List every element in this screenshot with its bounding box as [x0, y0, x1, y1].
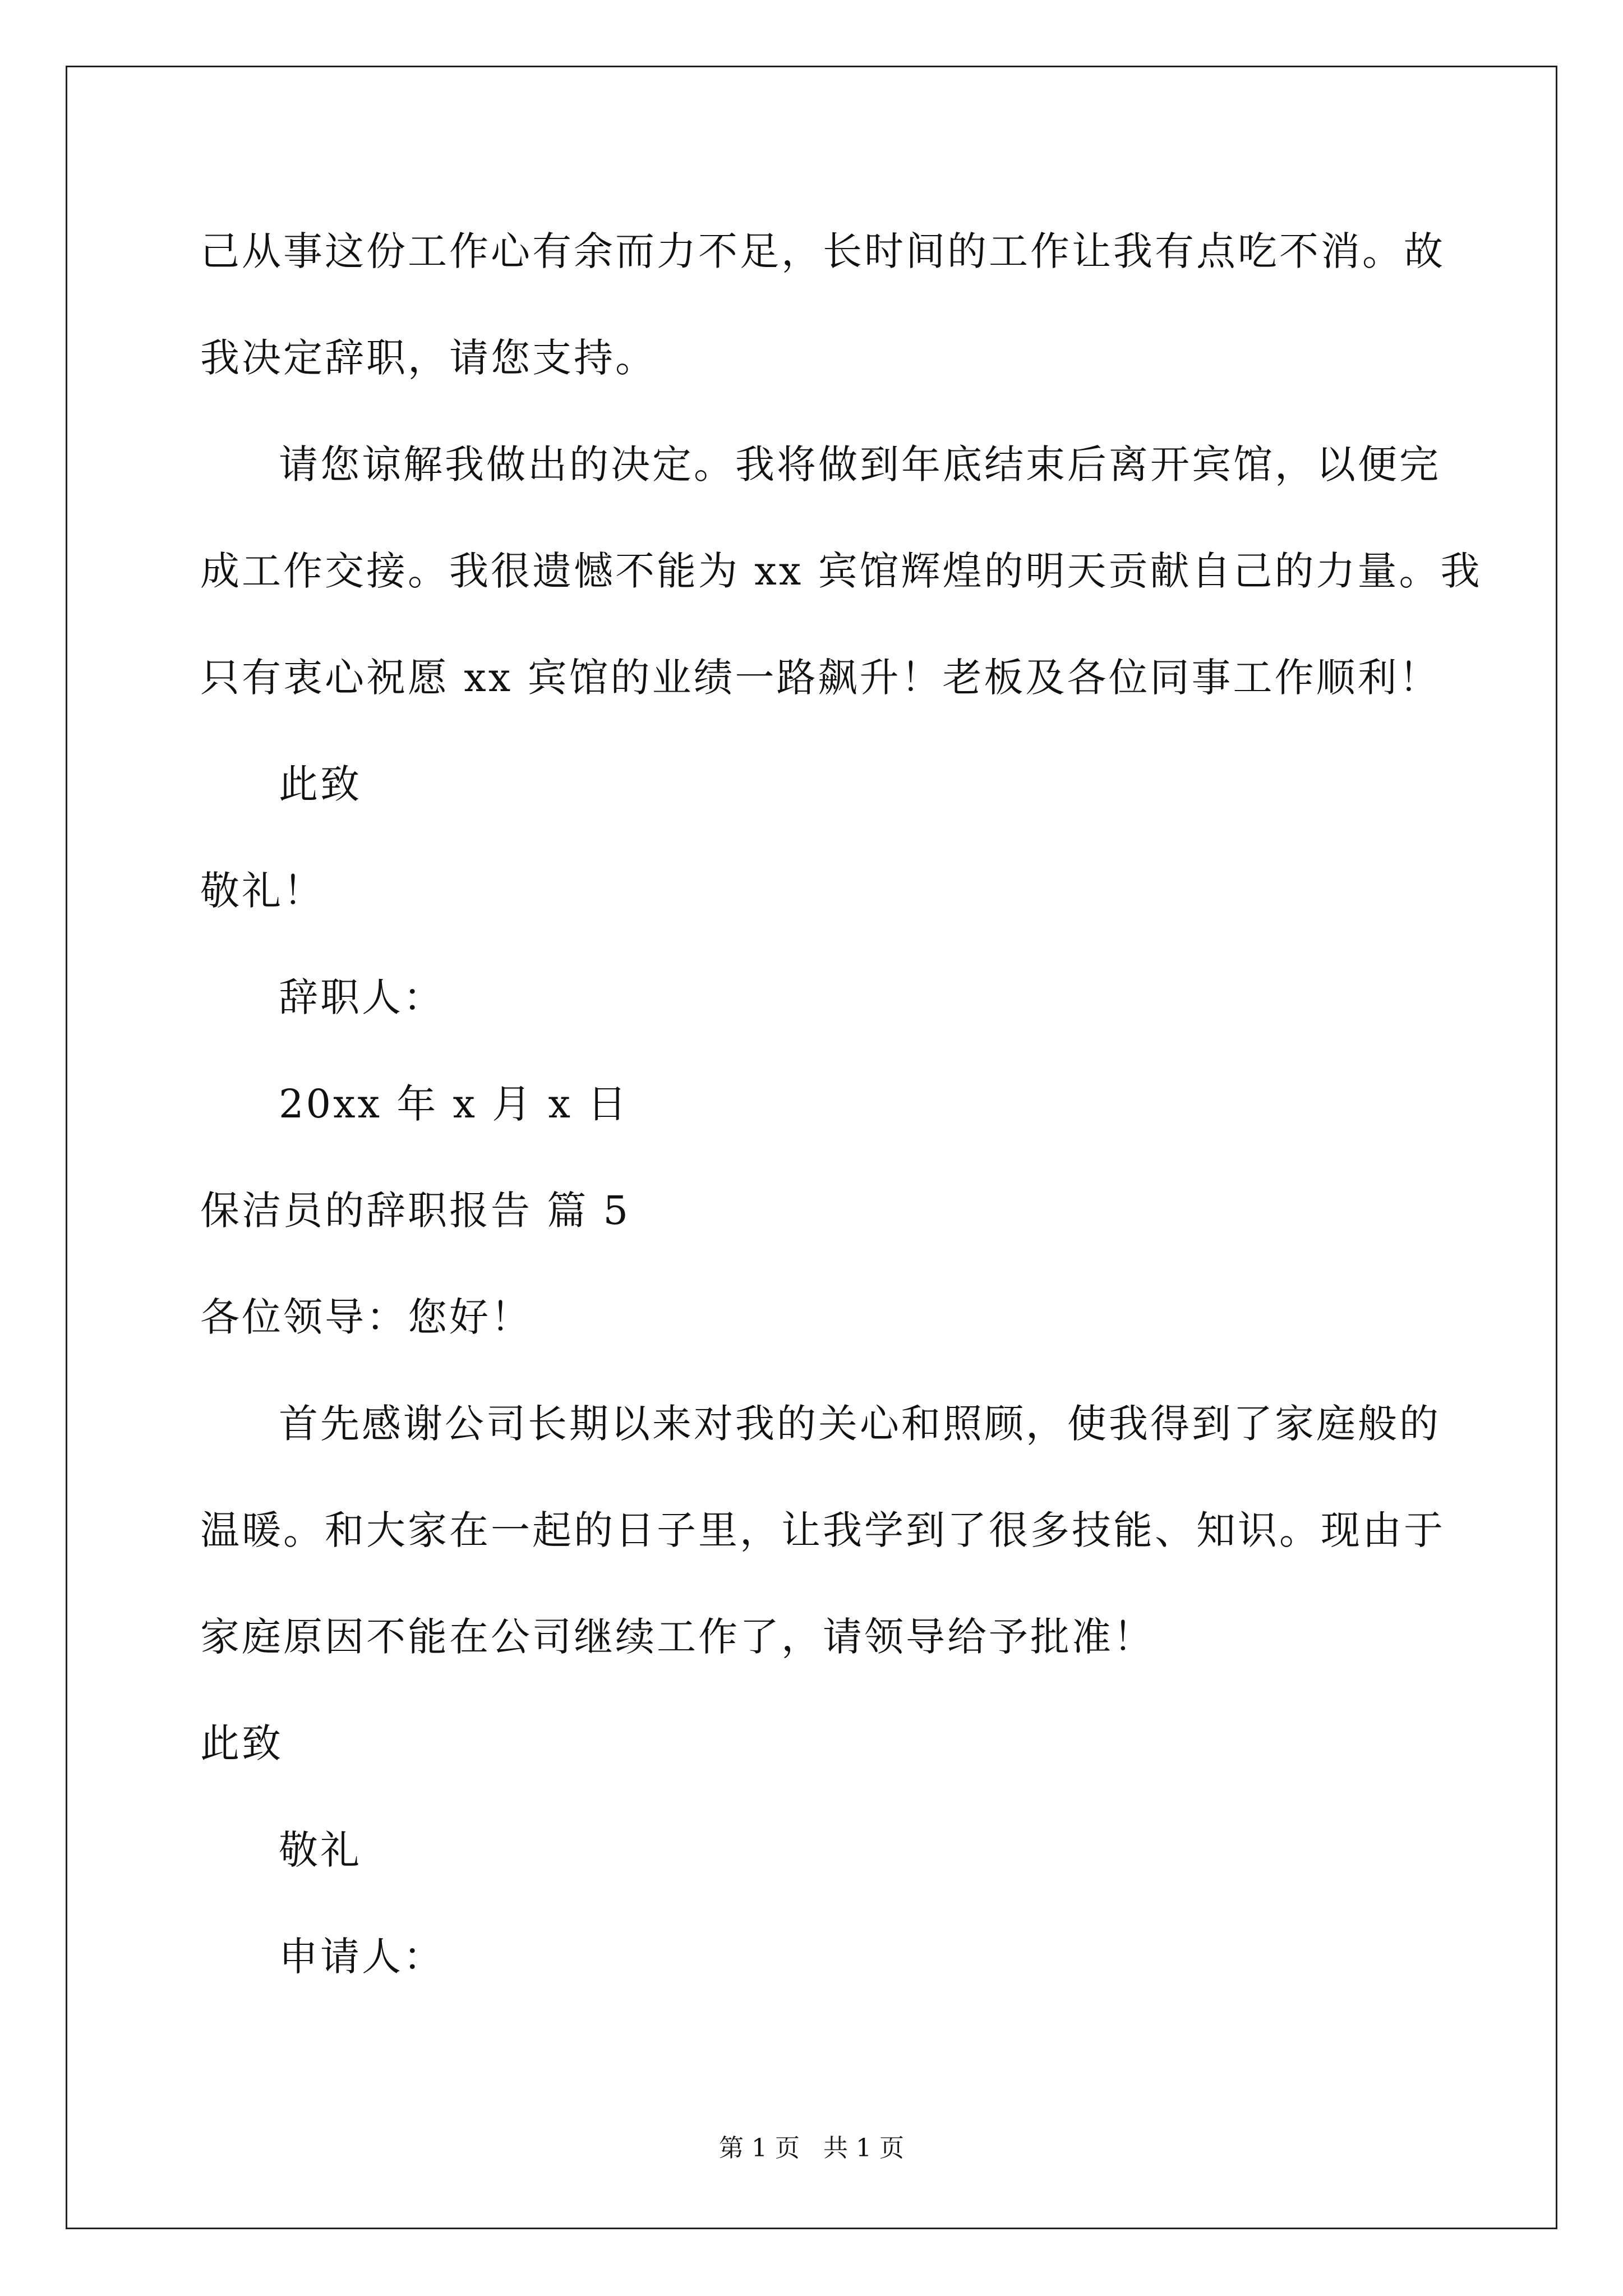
page-border: [66, 66, 1557, 2229]
section-heading: 保洁员的辞职报告 篇 5: [200, 1188, 631, 1234]
closing-cizhi: 此致: [279, 761, 362, 807]
signature-resigner: 辞职人：: [279, 974, 445, 1020]
closing-cizhi-2: 此致: [200, 1720, 283, 1766]
body-line-8: 家庭原因不能在公司继续工作了，请领导给予批准！: [200, 1614, 1155, 1660]
body-line-6: 首先感谢公司长期以来对我的关心和照顾，使我得到了家庭般的: [279, 1401, 1441, 1447]
body-line-4: 成工作交接。我很遗憾不能为 xx 宾馆辉煌的明天贡献自己的力量。我: [200, 548, 1482, 594]
body-line-7: 温暖。和大家在一起的日子里，让我学到了很多技能、知识。现由于: [200, 1507, 1445, 1553]
signature-date: 20xx 年 x 月 x 日: [279, 1081, 629, 1127]
closing-jingli: 敬礼！: [200, 868, 325, 914]
signature-applicant: 申请人：: [279, 1934, 445, 1980]
greeting: 各位领导：您好！: [200, 1294, 532, 1340]
body-line-2: 我决定辞职，请您支持。: [200, 335, 657, 381]
body-line-3: 请您谅解我做出的决定。我将做到年底结束后离开宾馆，以便完: [279, 441, 1441, 487]
closing-jingli-2: 敬礼: [279, 1827, 362, 1873]
body-line-1: 己从事这份工作心有余而力不足，长时间的工作让我有点吃不消。故: [200, 228, 1445, 274]
page-footer: 第 1 页 共 1 页: [719, 2134, 904, 2162]
body-line-5: 只有衷心祝愿 xx 宾馆的业绩一路飙升！老板及各位同事工作顺利！: [200, 655, 1441, 701]
